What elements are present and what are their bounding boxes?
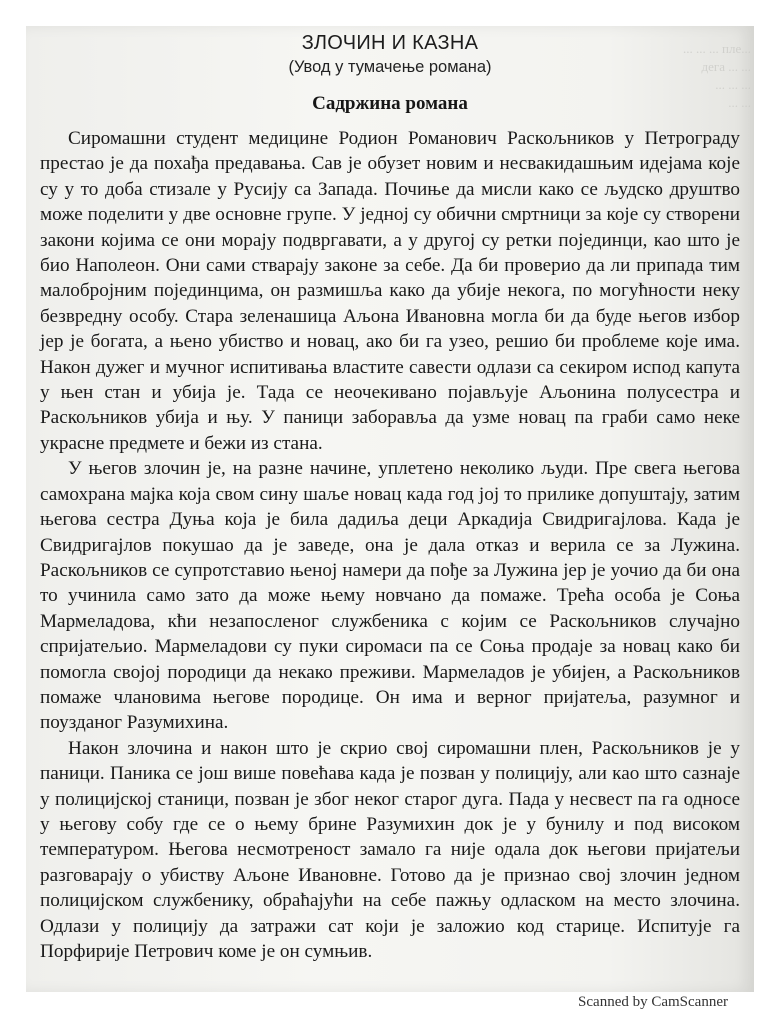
section-heading: Садржина романа (312, 93, 468, 114)
paragraph-3: Након злочина и након што је скрио свој сиромашни плен, Раскољников је у паници. Паника се још више повећава када је позван у полицију, али као што сазнаје у полицијској станици, позван је због неког старог дуга. Пада у несвест па га односе у његову собу где се о њему брине Разумихин док је у бунилу и под високом температуром. Његова несмотреност замало га није одала док његови пријатељи разговарају о убиству Аљоне Ивановне. Готово да је признао свој злочин једном полицијском службенику, обраћајући на себе пажњу одласком на место злочина. Одлази у полицију да затражи сат који је заложио код старице. Испитује га Порфирије Петрович коме је он сумњив. (40, 737, 740, 962)
scanned-page (26, 26, 754, 992)
paragraph-2: У његов злочин је, на разне начине, уплетено неколико људи. Пре свега његова самохрана мајка која свом сину шаље новац када год јој то прилике допуштају, затим његова сестра Дуња која је била дадиља деци Аркадија Свидригајлова. Када је Свидригајлов покушао да је заведе, она је дала отказ и верила се за Лужина. Раскољников се супротставио њеној намери да пође за Лужина јер је уочио да би она то учинила само зато да може њему новчано да помаже. Трећа особа је Соња Мармеладова, кћи незапосленог службеника с којим се Раскољников случајно спријатељио. Мармеладови су пуки сиромаси па се Соња продаје за новац како би помогла својој породици да некако преживи. Мармеладов је убијен, а Раскољников помаже члановима његове породице. Он има и верног пријатеља, разумног и поузданог Разумихина. (40, 458, 740, 734)
page-content (40, 26, 740, 964)
book-subtitle: (Увод у тумачење романа) (288, 58, 492, 76)
scanner-watermark: Scanned by CamScanner (578, 994, 728, 1010)
bleed-through-text: ... ... ... пле... дега ... ... ... ... ... ... ... (683, 41, 751, 110)
book-title: ЗЛОЧИН И КАЗНА (301, 32, 479, 54)
paragraph-1: Сиромашни студент медицине Родион Романович Раскољников у Петрограду престао је да похађа предавања. Сав је обузет новим и несвакидашњим идејама које су у то доба стизале у Русију са Запада. Почиње да мисли како се људско друштво може поделити у две основне групе. У једној су обични смртници за које су створени закони којима се они морају подвргавати, а у другој су ретки појединци, као што је био Наполеон. Они сами стварају законе за себе. Да би проверио да ли припада тим малобројним појединцима, он размишља како да убије некога, по могућности неку безвредну особу. Стара зеленашица Аљона Ивановна могла би да буде његов избор јер је богата, а њено убиство и новац, ако би га узео, решио би проблеме које има. Након дужег и мучног испитивања властите савести одлази са секиром испод капута у њен стан и убија је. Тада се неочекивано појављује Аљонина полусестра и Раскољников убија и њу. У паници заборавља да узме новац па граби само неке украсне предмете и бежи из стана. (40, 128, 740, 454)
